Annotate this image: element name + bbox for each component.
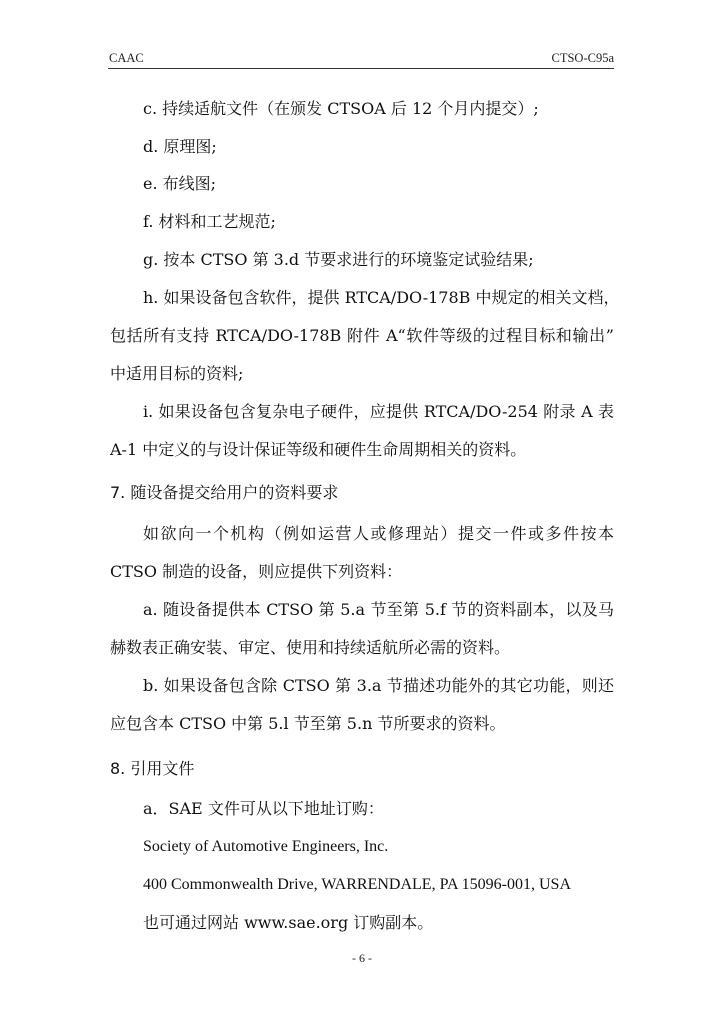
sae-website-line: 也可通过网站 www.sae.org 订购副本。 — [143, 913, 434, 932]
section-7-item-b-line2: 应包含本 CTSO 中第 5.l 节至第 5.n 节所要求的资料。 — [110, 714, 506, 733]
header-right: CTSO-C95a — [551, 51, 614, 65]
list-item-h-line3: 中适用目标的资料; — [110, 364, 244, 383]
section-7-item-a-line2: 赫数表正确安装、审定、使用和持续适航所必需的资料。 — [110, 638, 511, 657]
list-item-i-line2: A-1 中定义的与设计保证等级和硬件生命周期相关的资料。 — [110, 440, 527, 459]
list-item-f: f. 材料和工艺规范; — [143, 212, 276, 231]
section-7-item-a-line1: a. 随设备提供本 CTSO 第 5.a 节至第 5.f 节的资料副本，以及马 — [143, 600, 614, 619]
list-item-d: d. 原理图; — [143, 137, 217, 156]
sae-organization: Society of Automotive Engineers, Inc. — [143, 838, 389, 855]
header-rule — [108, 68, 614, 69]
sae-address: 400 Commonwealth Drive, WARRENDALE, PA 15096-001, USA — [143, 876, 571, 893]
list-item-g: g. 按本 CTSO 第 3.d 节要求进行的环境鉴定试验结果; — [143, 250, 534, 269]
list-item-h-line1: h. 如果设备包含软件，提供 RTCA/DO-178B 中规定的相关文档， — [143, 288, 620, 307]
list-item-c: c. 持续适航文件（在颁发 CTSOA 后 12 个月内提交）; — [143, 99, 539, 118]
section-7-para-line2: CTSO 制造的设备，则应提供下列资料： — [110, 562, 403, 581]
list-item-i-line1: i. 如果设备包含复杂电子硬件，应提供 RTCA/DO-254 附录 A 表 — [143, 402, 614, 421]
section-7-para-line1: 如欲向一个机构（例如运营人或修理站）提交一件或多件按本 — [143, 524, 614, 543]
list-item-e: e. 布线图; — [143, 174, 217, 193]
section-7-item-b-line1: b. 如果设备包含除 CTSO 第 3.a 节描述功能外的其它功能，则还 — [143, 676, 614, 695]
section-8-heading: 8. 引用文件 — [110, 759, 195, 778]
section-7-heading: 7. 随设备提交给用户的资料要求 — [110, 483, 339, 502]
section-8-item-a: a．SAE 文件可从以下地址订购： — [143, 799, 384, 818]
page-number: - 6 - — [352, 951, 372, 965]
header-left: CAAC — [109, 51, 144, 65]
list-item-h-line2: 包括所有支持 RTCA/DO-178B 附件 A“软件等级的过程目标和输出” — [110, 326, 614, 345]
